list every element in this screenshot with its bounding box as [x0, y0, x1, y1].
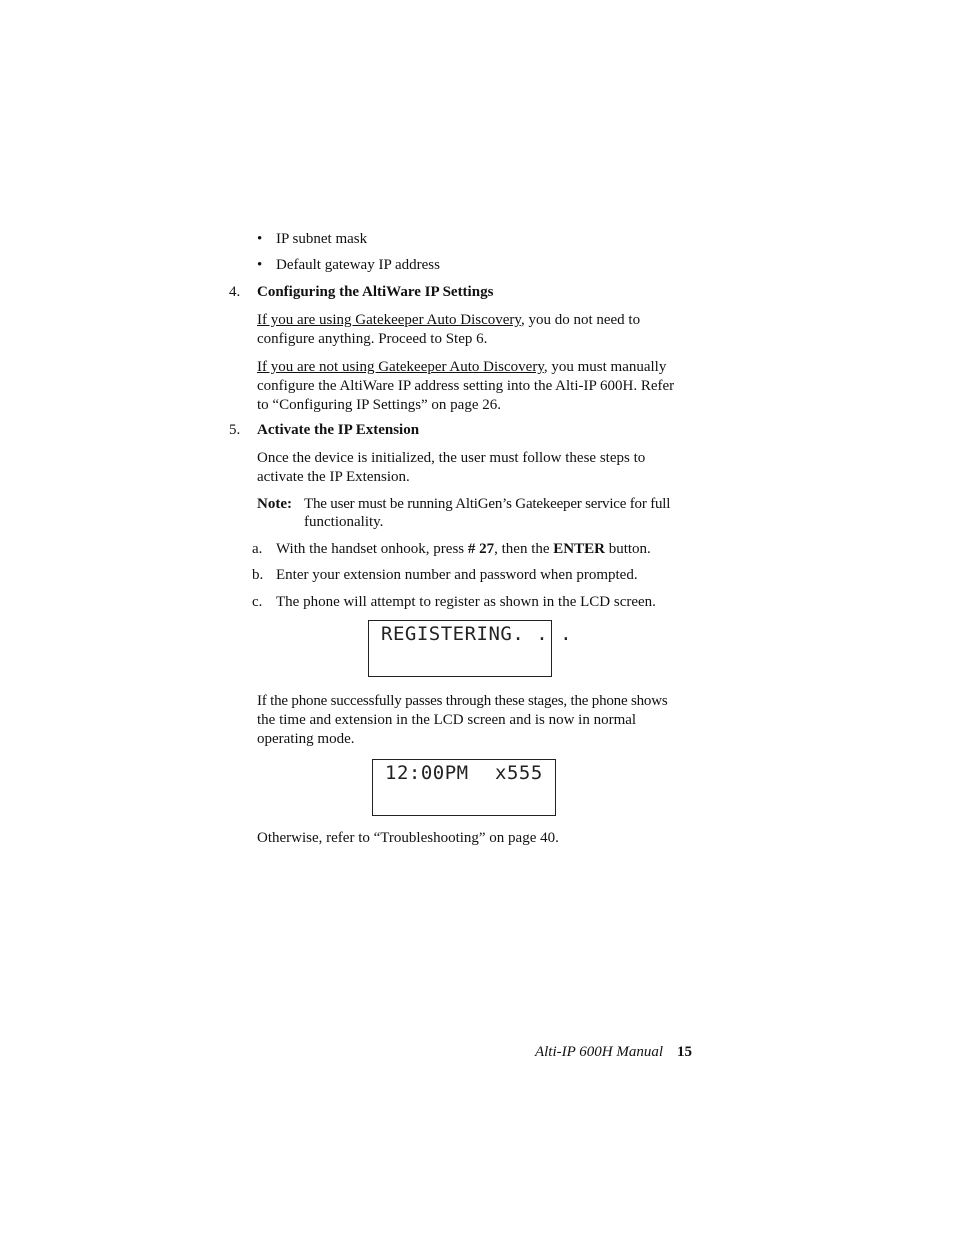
lcd-text: REGISTERING. . .: [381, 623, 573, 645]
paragraph: Otherwise, refer to “Troubleshooting” on page 40.: [257, 830, 559, 846]
note-text: The user must be running AltiGen’s Gatekeeper service for full functionality.: [304, 496, 671, 530]
step-number: 5.: [229, 422, 241, 438]
paragraph: Once the device is initialized, the user must follow these steps to activate the IP Extension.: [257, 450, 646, 485]
substep-text: The phone will attempt to register as shown in the LCD screen.: [276, 594, 656, 610]
substep-letter: c.: [252, 594, 263, 610]
lcd-extension: x555: [495, 762, 543, 784]
gatekeeper-link-text: If you are not using Gatekeeper Auto Discovery: [257, 359, 544, 375]
step-heading: Configuring the AltiWare IP Settings: [257, 284, 494, 300]
step-number: 4.: [229, 284, 241, 300]
note-label: Note:: [257, 496, 292, 512]
substep-letter: a.: [252, 541, 263, 557]
lcd-time: 12:00PM: [385, 762, 469, 784]
substep-letter: b.: [252, 567, 264, 583]
substep-text: Enter your extension number and password when prompted.: [276, 567, 638, 583]
bullet-icon: •: [257, 257, 263, 273]
gatekeeper-link-text: If you are using Gatekeeper Auto Discovery: [257, 312, 521, 328]
page-number: 15: [677, 1044, 692, 1060]
bullet-icon: •: [257, 231, 263, 247]
paragraph: If you are using Gatekeeper Auto Discovery, you do not need to configure anything. Proceed to Step 6.: [257, 312, 641, 347]
lcd-screen-idle: [372, 759, 556, 816]
substep-text: With the handset onhook, press # 27, then the ENTER button.: [276, 541, 651, 557]
step-heading: Activate the IP Extension: [257, 422, 420, 438]
paragraph: If you are not using Gatekeeper Auto Discovery, you must manually configure the AltiWare IP address setting into the Alti-IP 600H. Refer to “Configuring IP Settings” on page 26.: [257, 359, 675, 413]
manual-title: Alti-IP 600H Manual: [534, 1044, 663, 1060]
lcd-screen-registering: [368, 620, 573, 677]
page-footer: [535, 1043, 692, 1062]
paragraph: If the phone successfully passes through these stages, the phone shows the time and extension in the LCD screen and is now in normal operating mode.: [257, 693, 668, 747]
